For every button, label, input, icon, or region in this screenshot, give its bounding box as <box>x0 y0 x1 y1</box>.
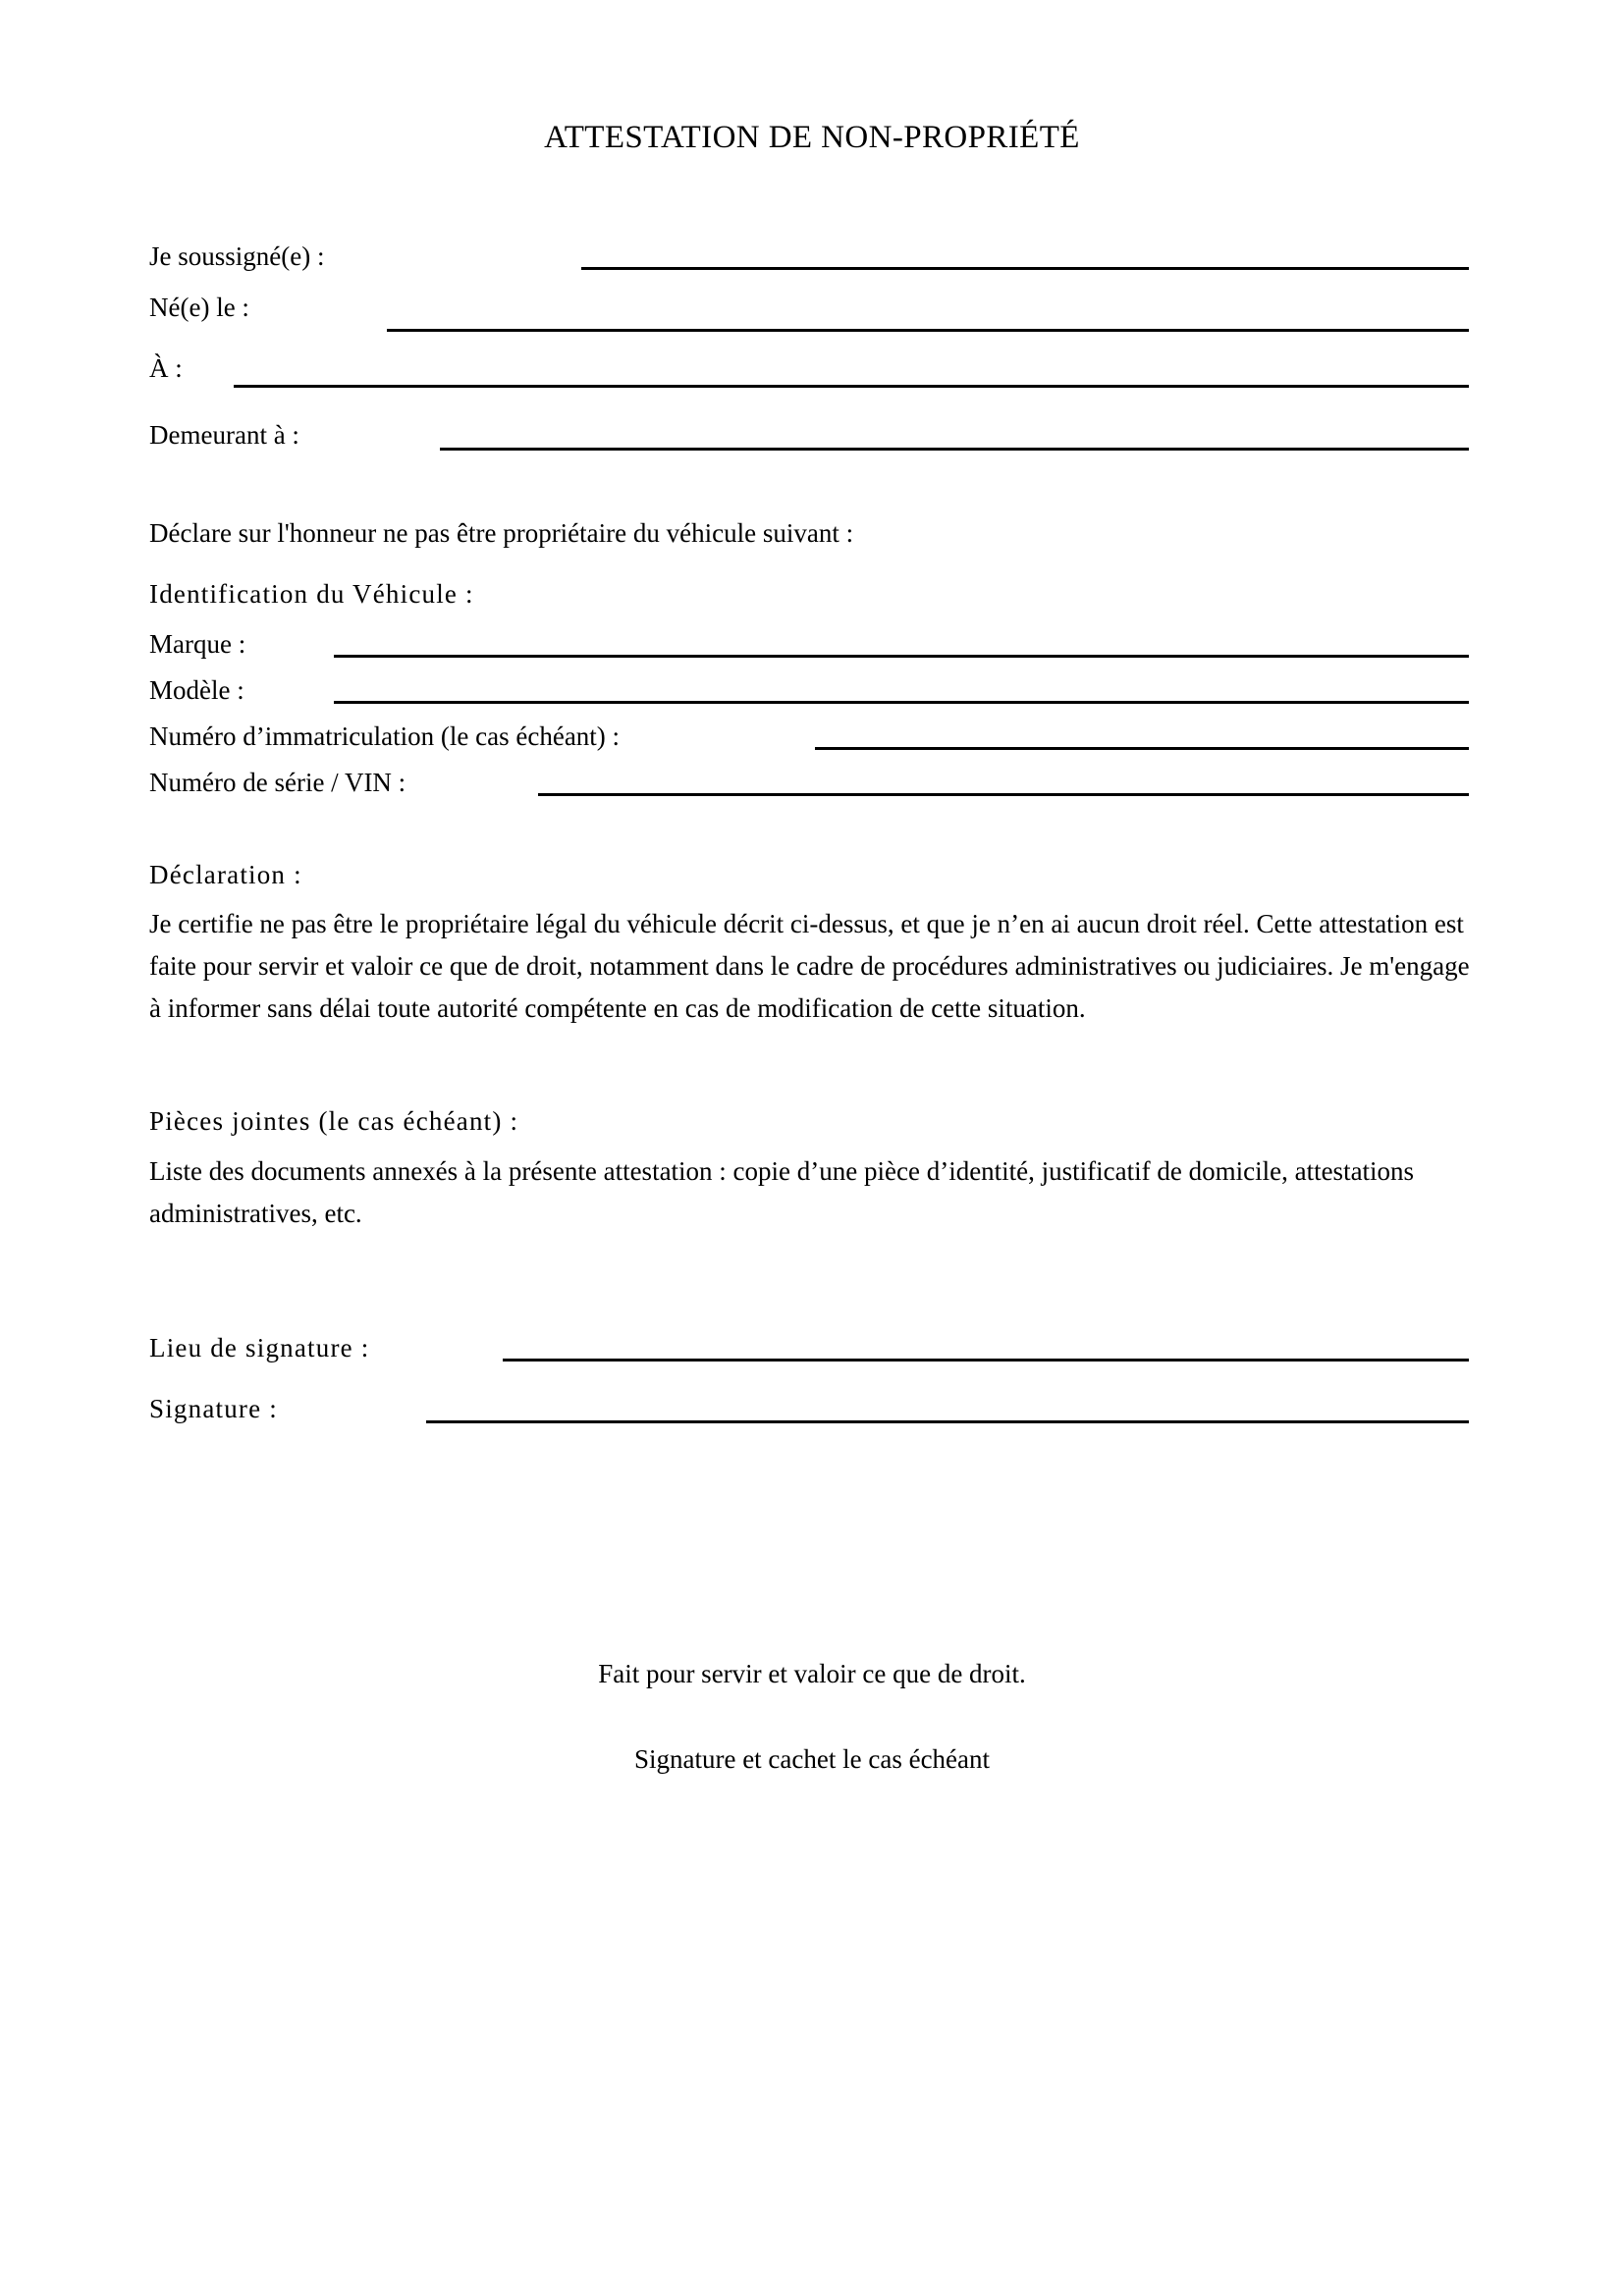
footer-line-1: Fait pour servir et valoir ce que de droit. <box>598 1659 1026 1688</box>
field-input-modele[interactable] <box>334 701 1469 704</box>
field-input-je-soussigne[interactable] <box>581 267 1469 270</box>
declaration-heading: Déclaration : <box>149 860 302 889</box>
field-label-je-soussigne: Je soussigné(e) : <box>149 241 325 271</box>
field-label-marque: Marque : <box>149 629 246 659</box>
field-input-marque[interactable] <box>334 655 1469 658</box>
attachments-heading: Pièces jointes (le cas échéant) : <box>149 1106 519 1136</box>
declaration-body: Je certifie ne pas être le propriétaire légal du véhicule décrit ci-dessus, et que je n’en ai aucun droit réel. Cette attestation est faite pour servir et valoir ce que de droit, notamment dans le cadre de procédures administratives ou judiciaires. Je m'engage à informer sans délai toute autorité compétente en cas de modification de cette situation. <box>149 909 1470 1023</box>
field-label-immatriculation: Numéro d’immatriculation (le cas échéant) : <box>149 721 621 751</box>
declaration-intro-text: Déclare sur l'honneur ne pas être propriétaire du véhicule suivant : <box>149 518 854 548</box>
footer-line-2: Signature et cachet le cas échéant <box>633 1744 991 1774</box>
field-input-immatriculation[interactable] <box>815 747 1469 750</box>
field-label-demeurant-a: Demeurant à : <box>149 420 299 450</box>
vehicle-section-heading: Identification du Véhicule : <box>149 579 474 609</box>
field-input-signature[interactable] <box>426 1420 1469 1423</box>
field-input-vin[interactable] <box>538 793 1469 796</box>
field-label-signature: Signature : <box>149 1394 278 1423</box>
field-label-ne-le: Né(e) le : <box>149 293 249 322</box>
field-input-ne-le[interactable] <box>387 329 1469 332</box>
field-input-demeurant-a[interactable] <box>440 448 1469 451</box>
page-title: ATTESTATION DE NON-PROPRIÉTÉ <box>544 120 1080 155</box>
field-label-lieu-de-signature: Lieu de signature : <box>149 1333 370 1362</box>
field-label-a: À : <box>149 353 183 383</box>
field-label-modele: Modèle : <box>149 675 244 705</box>
attachments-body: Liste des documents annexés à la présente attestation : copie d’une pièce d’identité, justificatif de domicile, attestations administratives, etc. <box>149 1156 1415 1228</box>
field-input-lieu-de-signature[interactable] <box>503 1359 1469 1362</box>
field-label-vin: Numéro de série / VIN : <box>149 768 406 797</box>
field-input-a[interactable] <box>234 385 1469 388</box>
